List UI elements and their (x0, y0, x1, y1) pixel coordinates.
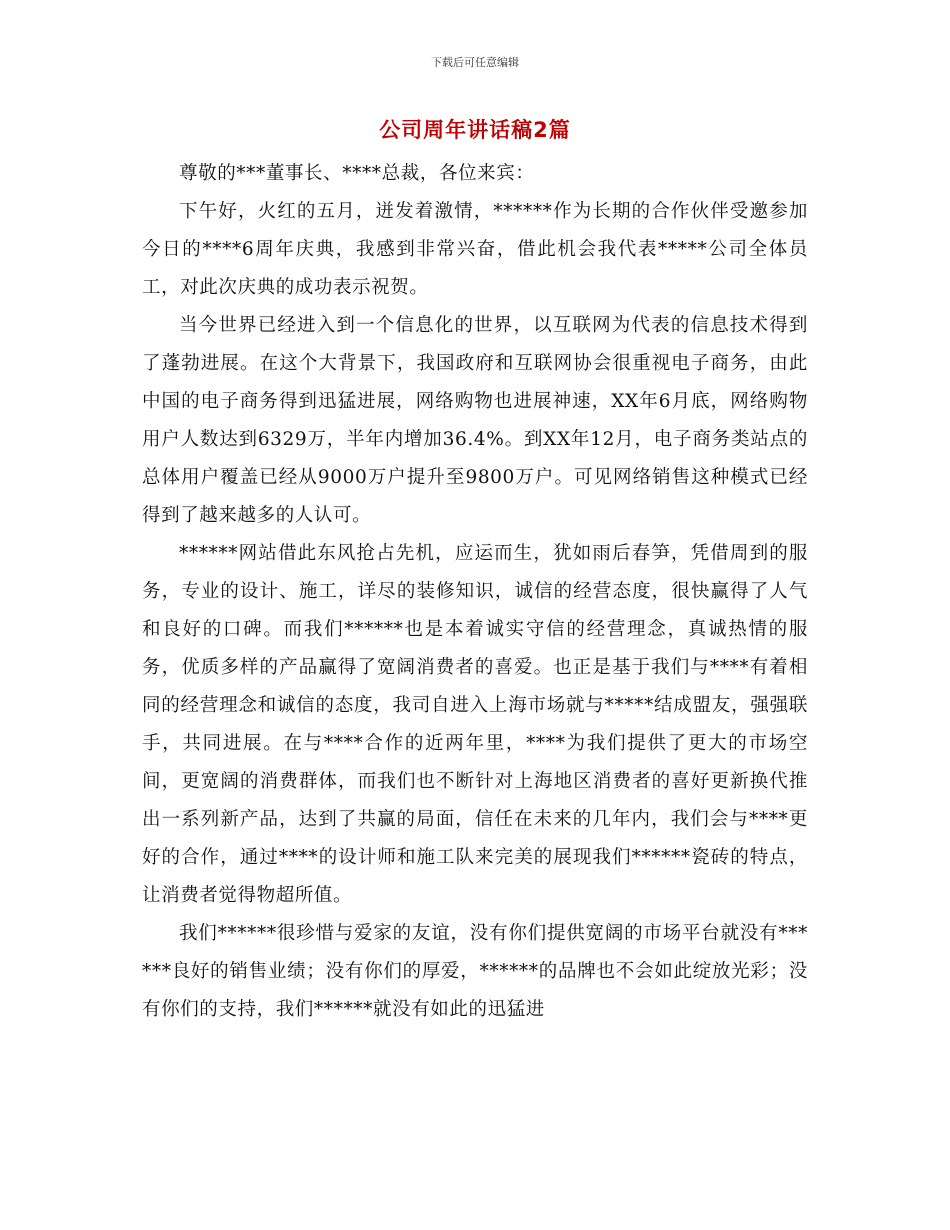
paragraph-partnership: ******网站借此东风抢占先机，应运而生，犹如雨后春笋，凭借周到的服务，专业的设计、施工，详尽的装修知识，诚信的经营态度，很快赢得了人气和良好的口碑。而我们******也是本着诚实守信的经营理念，真诚热情的服务，优质多样的产品赢得了宽阔消费者的喜爱。也正是基于我们与****有着相同的经营理念和诚信的态度，我司自进入上海市场就与*****结成盟友，强强联手，共同进展。在与****合作的近两年里，****为我们提供了更大的市场空间，更宽阔的消费群体，而我们也不断针对上海地区消费者的喜好更新换代推出一系列新产品，达到了共赢的局面，信任在未来的几年内，我们会与****更好的合作，通过****的设计师和施工队来完美的展现我们******瓷砖的特点，让消费者觉得物超所值。 (142, 543, 808, 906)
document-body (142, 155, 808, 1029)
document-title: 公司周年讲话稿2篇 (379, 118, 571, 142)
paragraph-salutation: 尊敬的***董事长、****总裁，各位来宾： (179, 163, 535, 184)
paragraph-gratitude: 我们******很珍惜与爱家的友谊，没有你们提供宽阔的市场平台就没有******良好的销售业绩；没有你们的厚爱，******的品牌也不会如此绽放光彩；没有你们的支持，我们******就没有如此的迅猛进 (142, 923, 808, 1020)
header-note: 下载后可任意编辑 (431, 56, 519, 69)
paragraph-internet-background: 当今世界已经进入到一个信息化的世界，以互联网为代表的信息技术得到了蓬勃进展。在这个大背景下，我国政府和互联网协会很重视电子商务，由此中国的电子商务得到迅猛进展，网络购物也进展神速，XX年6月底，网络购物用户人数达到6329万，半年内增加36.4%。到XX年12月，电子商务类站点的总体用户覆盖已经从9000万户提升至9800万户。可见网络销售这种模式已经得到了越来越多的人认可。 (142, 315, 808, 526)
paragraph-greeting: 下午好，火红的五月，迸发着激情，******作为长期的合作伙伴受邀参加今日的****6周年庆典，我感到非常兴奋，借此机会我代表*****公司全体员工，对此次庆典的成功表示祝贺。 (142, 201, 808, 298)
